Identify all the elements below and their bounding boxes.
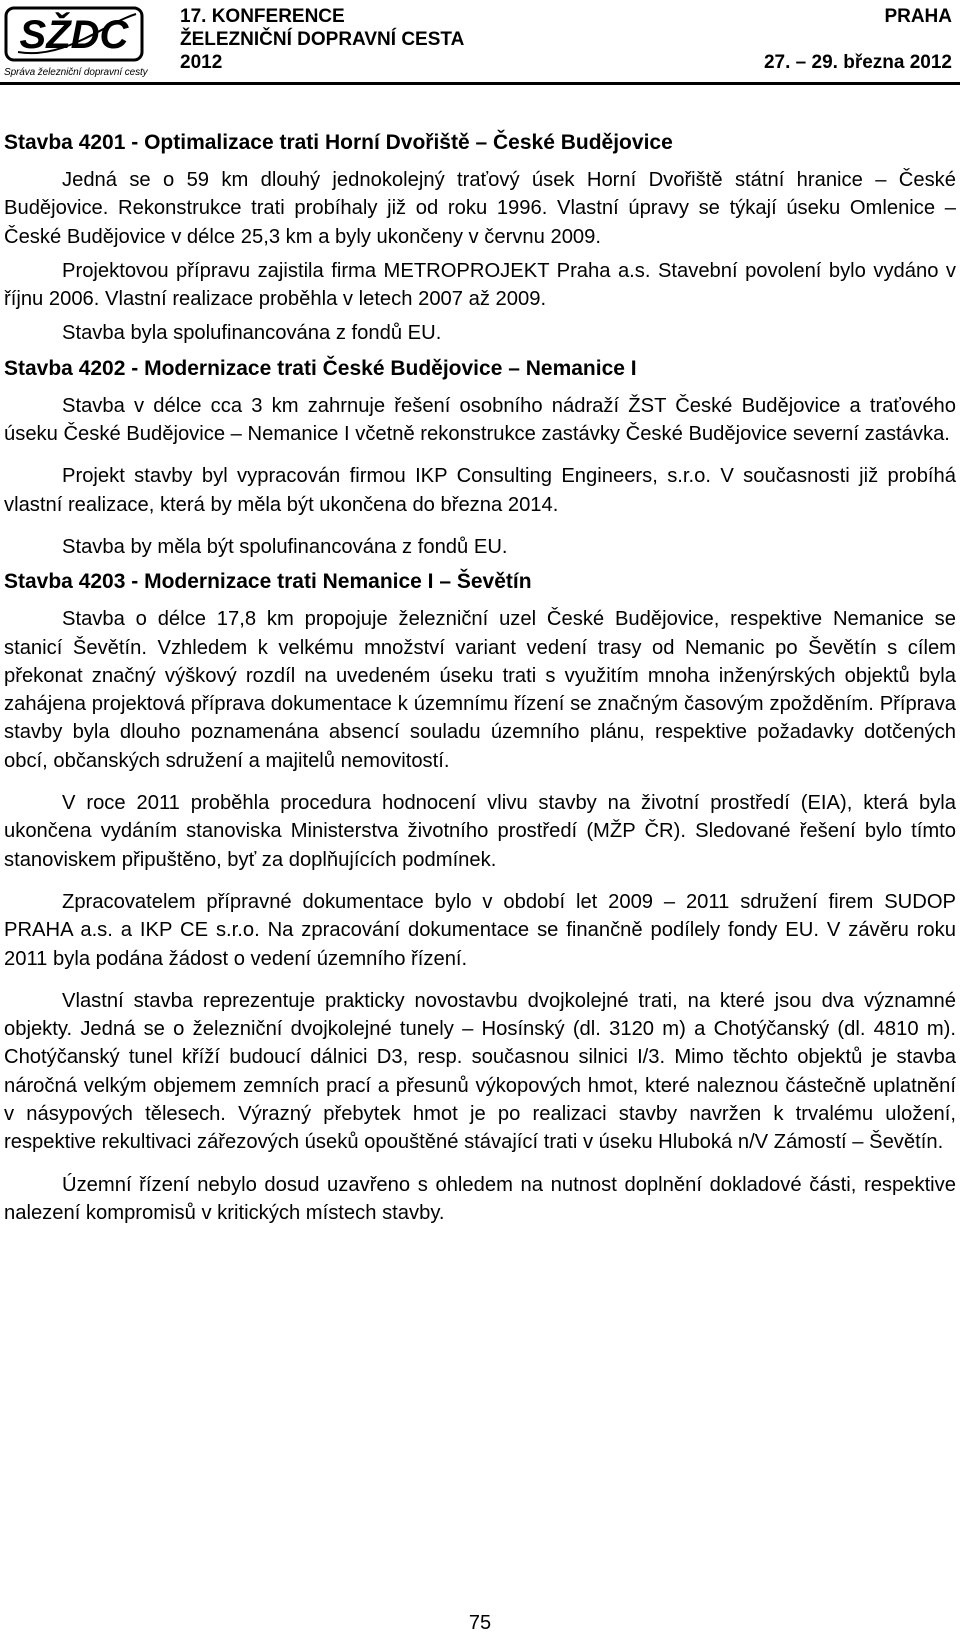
conference-line-1: 17. KONFERENCE [180,6,345,27]
page-header [0,0,960,86]
szdc-logo [4,4,146,80]
section-heading-4201: Stavba 4201 - Optimalizace trati Horní Dvořiště – České Budějovice [4,131,673,154]
page-number: 75 [468,1612,492,1634]
logo-text: SŽDC [19,13,129,57]
paragraph: Stavba v délce cca 3 km zahrnuje řešení osobního nádraží ŽST České Budějovice a traťového úseku České Budějovice – Nemanice I včetně rekonstrukce zastávky České Budějovice severní zastávka. [4,394,956,446]
conference-location [764,5,952,74]
conference-line-2: ŽELEZNIČNÍ DOPRAVNÍ CESTA [180,29,465,50]
paragraph: Územní řízení nebylo dosud uzavřeno s ohledem na nutnost doplnění dokladové části, respektive nalezení kompromisů v kritických místech stavby. [4,1173,956,1224]
paragraph: Zpracovatelem přípravné dokumentace bylo v období let 2009 – 2011 sdružení firem SUDOP PRAHA a.s. a IKP CE s.r.o. Na zpracování dokumentace se finančně podílely fondy EU. V závěru roku 2011 byla podána žádost o vedení územního řízení. [4,890,956,970]
conference-city: PRAHA [884,6,952,27]
szdc-logo-graphic [4,4,146,66]
conference-title [180,5,464,74]
paragraph: Projekt stavby byl vypracován firmou IKP Consulting Engineers, s.r.o. V současnosti již probíhá vlastní realizace, která by měla být ukončena do března 2014. [4,465,956,516]
paragraph: V roce 2011 proběhla procedura hodnocení vlivu stavby na životní prostředí (EIA), která byla ukončena vydáním stanoviska Ministerstva životního prostředí (MŽP ČR). Sledované řešení bylo tímto stanoviskem připuštěno, byť za doplňujících podmínek. [4,792,956,871]
paragraph: Stavba byla spolufinancována z fondů EU. [62,322,442,345]
document-body [4,128,956,1227]
paragraph: Jedná se o 59 km dlouhý jednokolejný traťový úsek Horní Dvořiště státní hranice – České Budějovice. Rekonstrukce trati probíhaly již od roku 1996. Vlastní úpravy se týkají úseku Omlenice – České Budějovice v délce 25,3 km a byly ukončeny v červnu 2009. [4,169,956,248]
section-heading-4202: Stavba 4202 - Modernizace trati České Budějovice – Nemanice I [4,356,637,380]
paragraph: Projektovou přípravu zajistila firma METROPROJEKT Praha a.s. Stavební povolení bylo vydáno v říjnu 2006. Vlastní realizace proběhla v letech 2007 až 2009. [4,259,956,311]
header-divider [0,82,960,85]
paragraph: Stavba o délce 17,8 km propojuje železniční uzel České Budějovice, respektive Nemanice se stanicí Ševětín. Vzhledem k velkému množství variant vedení trasy od Nemanic po Ševětín s cílem překonat značný výškový rozdíl na uvedeném úseku trati s využitím mnoha inženýrských objektů byla zahájena projektová příprava dokumentace k územnímu řízení se značným časovým zpožděním. Příprava stavby byla dlouho poznamenána absencí souladu územního plánu, respektive požadavky dotčených obcí, občanských sdružení a majitelů nemovitostí. [4,608,956,772]
section-heading-4203: Stavba 4203 - Modernizace trati Nemanice I – Ševětín [4,570,532,594]
paragraph: Stavba by měla být spolufinancována z fondů EU. [62,535,508,558]
logo-caption: Správa železniční dopravní cesty [4,67,148,78]
conference-year: 2012 [180,52,223,73]
paragraph: Vlastní stavba reprezentuje prakticky novostavbu dvojkolejné trati, na které jsou dva významné objekty. Jedná se o železniční dvojkolejné tunely – Hosínský (dl. 3120 m) a Chotýčanský (dl. 4810 m). Chotýčanský tunel kříží budoucí dálnici D3, resp. současnou silnici I/3. Mimo těchto objektů je stavba náročná velkým objemem zemních prací a přesunů výkopových hmot, které naleznou částečně uplatnění v násypových tělesech. Výrazný přebytek hmot je po realizaci stavby navržen k trvalému uložení, respektive rekultivaci zářezových úseků opouštěné stávající trati v úseku Hluboká n/V Zámostí – Ševětín. [4,989,956,1154]
conference-dates: 27. – 29. března 2012 [763,52,952,73]
